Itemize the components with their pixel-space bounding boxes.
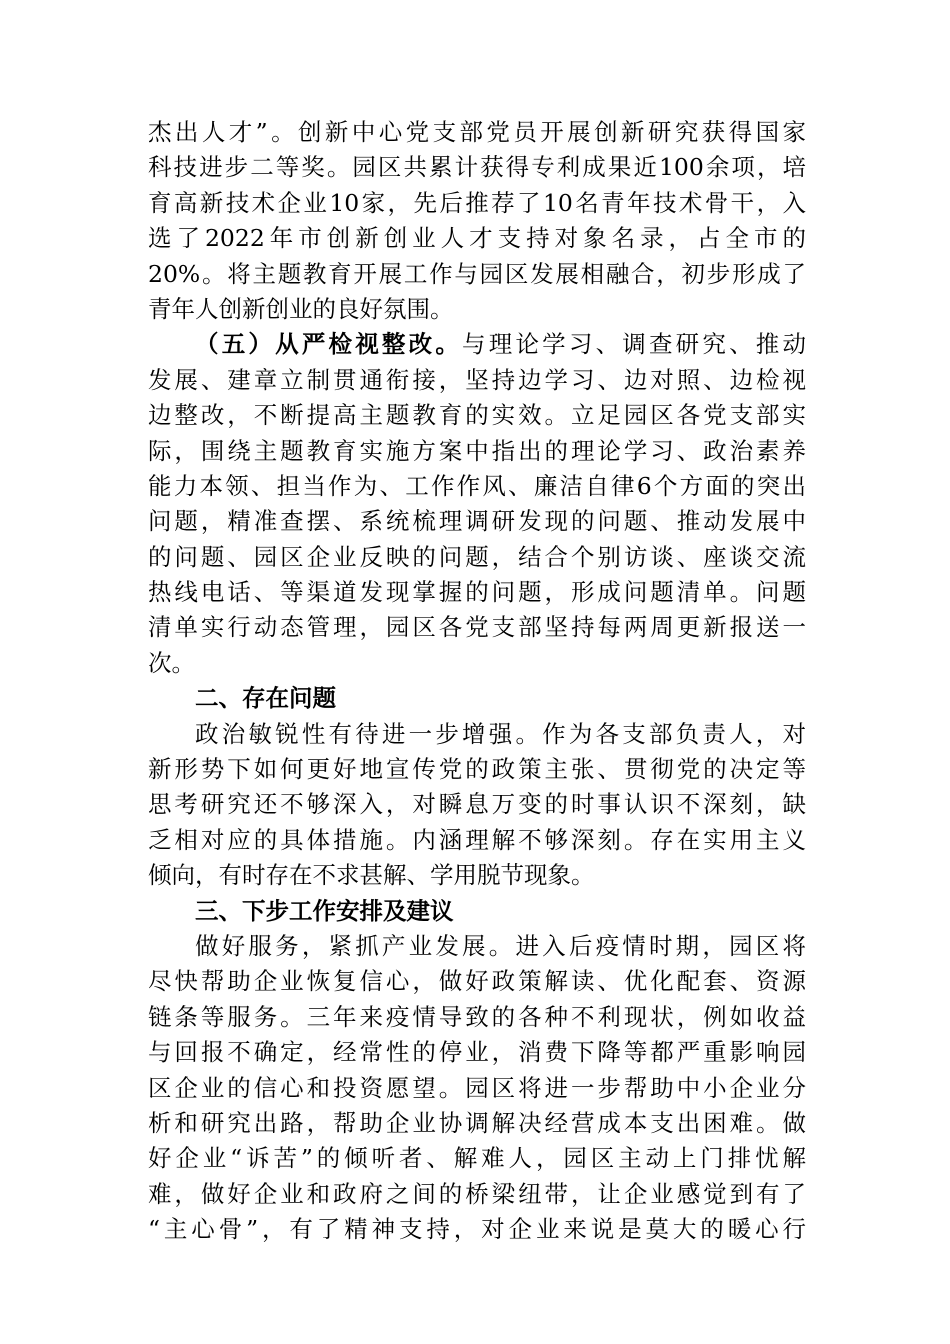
text-line: 链条等服务。三年来疫情导致的各种不利现状，例如收益	[148, 1002, 806, 1031]
text-line: 析和研究出路，帮助企业协调解决经营成本支出困难。做	[148, 1108, 806, 1137]
text-line: 乏相对应的具体措施。内涵理解不够深刻。存在实用主义	[148, 825, 806, 854]
text-line: 热线电话、等渠道发现掌握的问题，形成问题清单。问题	[148, 578, 806, 607]
text-line: 科技进步二等奖。园区共累计获得专利成果近100余项，培	[148, 153, 806, 182]
text-line: 的问题、园区企业反映的问题，结合个别访谈、座谈交流	[148, 542, 806, 571]
document-page	[148, 115, 806, 1248]
text-line: 青年人创新创业的良好氛围。	[148, 294, 454, 323]
text-line-content: 与理论学习、调查研究、推动	[462, 330, 807, 359]
text-line: 际，围绕主题教育实施方案中指出的理论学习、政治素养	[148, 436, 806, 465]
text-line: 做好服务，紧抓产业发展。进入后疫情时期，园区将	[195, 931, 806, 960]
text-line: 能力本领、担当作为、工作作风、廉洁自律6个方面的突出	[148, 471, 806, 500]
text-line: 新形势下如何更好地宣传党的政策主张、贯彻党的决定等	[148, 755, 806, 784]
text-line: 20%。将主题教育开展工作与园区发展相融合，初步形成了	[148, 259, 806, 288]
text-line: 边整改，不断提高主题教育的实效。立足园区各党支部实	[148, 401, 806, 430]
text-line: 难，做好企业和政府之间的桥梁纽带，让企业感觉到有了	[148, 1179, 806, 1208]
text-line: “主心骨”，有了精神支持，对企业来说是莫大的暖心行	[148, 1215, 806, 1244]
text-line: 杰出人才”。创新中心党支部党员开展创新研究获得国家	[148, 118, 806, 146]
text-line: 选了2022年市创新创业人才支持对象名录，占全市的	[148, 224, 806, 253]
text-line: 与回报不确定，经常性的停业，消费下降等都严重影响园	[148, 1038, 806, 1067]
text-line: 次。	[148, 648, 195, 677]
text-line: 尽快帮助企业恢复信心，做好政策解读、优化配套、资源	[148, 967, 806, 996]
text-line: 政治敏锐性有待进一步增强。作为各支部负责人，对	[195, 719, 806, 748]
text-line: 好企业“诉苦”的倾听者、解难人，园区主动上门排忧解	[148, 1144, 806, 1173]
section-lead-heading: （五）从严检视整改。	[195, 330, 463, 359]
paragraph-talent-results	[148, 115, 806, 327]
text-line: 区企业的信心和投资愿望。园区将进一步帮助中小企业分	[148, 1073, 806, 1102]
text-line: 思考研究还不够深入，对瞬息万变的时事认识不深刻，缺	[148, 790, 806, 819]
section-heading-next-steps: 三、下步工作安排及建议	[195, 896, 454, 925]
text-line: 育高新技术企业10家，先后推荐了10名青年技术骨干，入	[148, 188, 806, 217]
text-line: 发展、建章立制贯通衔接，坚持边学习、边对照、边检视	[148, 365, 806, 394]
text-line: 清单实行动态管理，园区各党支部坚持每两周更新报送一	[148, 613, 806, 642]
paragraph-rectification	[148, 327, 806, 681]
text-line	[148, 327, 806, 362]
paragraph-services	[148, 929, 806, 1248]
paragraph-problems	[148, 717, 806, 894]
section-heading-problems: 二、存在问题	[195, 684, 336, 713]
text-line: 倾向，有时存在不求甚解、学用脱节现象。	[148, 861, 595, 890]
text-line: 问题，精准查摆、系统梳理调研发现的问题、推动发展中	[148, 507, 806, 536]
